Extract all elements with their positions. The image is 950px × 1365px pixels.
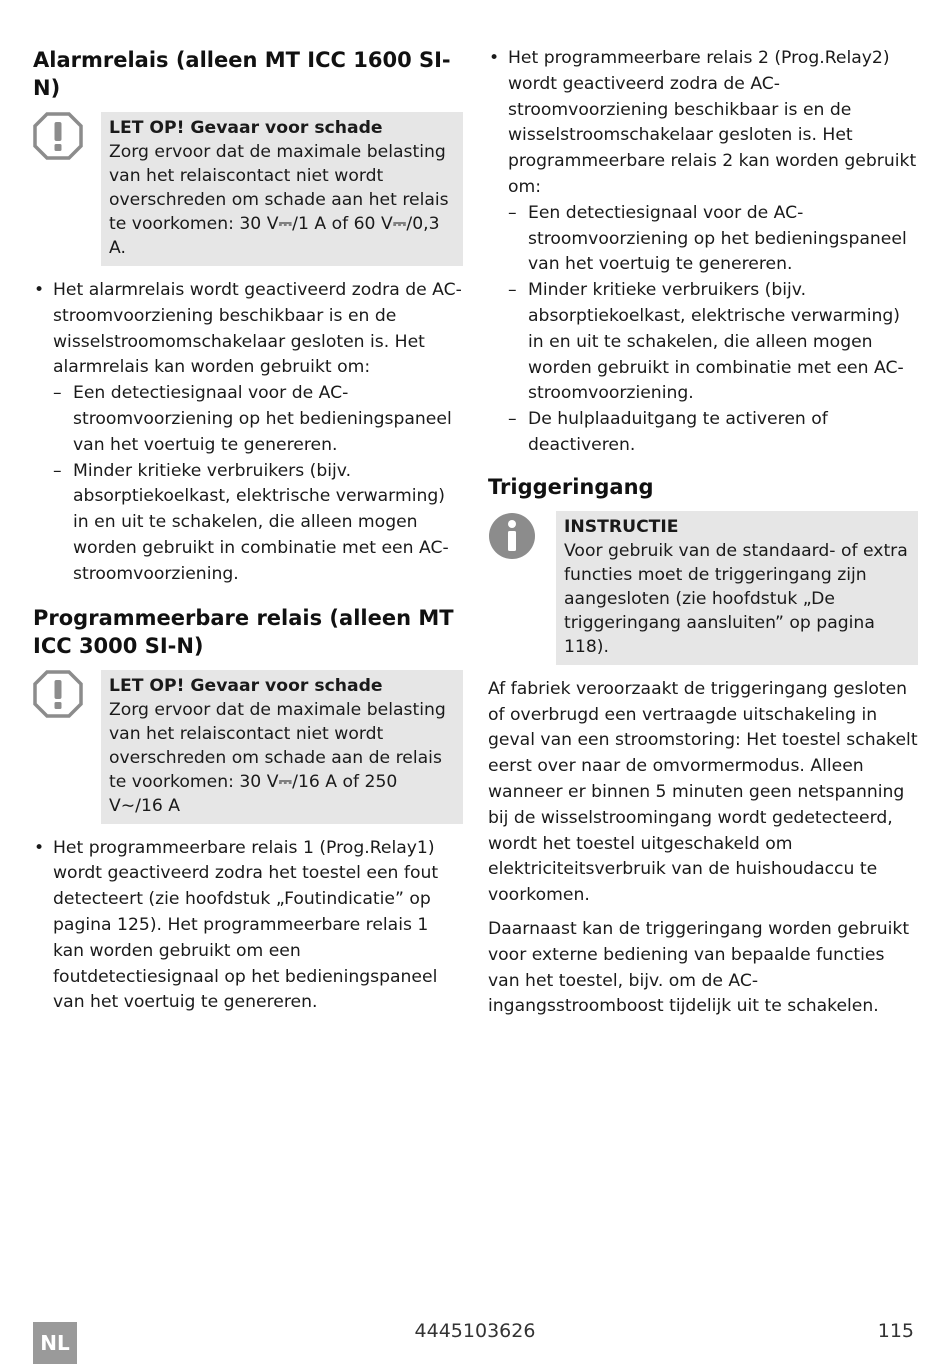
notice-text: Zorg ervoor dat de maximale belasting van het relaiscontact niet wordt overschreden om schade aan de relais te voorkomen: 30 V⎓/16 A of 250 V∼/16 A (109, 699, 446, 816)
bullet-list (33, 278, 463, 588)
section-title-alarm-relay: Alarmrelais (alleen MT ICC 1600 SI-N) (33, 48, 451, 100)
left-column (33, 46, 463, 1026)
paragraph: Daarnaast kan de triggeringang worden gebruikt voor externe bediening van bepaalde functies van het toestel, bijv. om de AC-ingangsstroomboost tijdelijk uit te schakelen. (488, 918, 910, 1017)
notice-box (101, 112, 463, 266)
section-title-programmable-relays: Programmeerbare relais (alleen MT ICC 3000 SI-N) (33, 605, 454, 658)
info-icon (488, 511, 556, 565)
info-notice-trigger-input (488, 511, 918, 665)
right-column (488, 46, 918, 1028)
dash-item: – Minder kritieke verbruikers (bijv. absorptiekoelkast, elektrische verwarming) in en uit te schakelen, die alleen mogen worden gebruikt in combinatie met een AC-stroomvoorziening. (53, 459, 463, 588)
bullet-list (33, 836, 463, 1017)
section-title-trigger-input: Triggeringang (488, 474, 654, 499)
dash-item: – Een detectiesignaal voor de AC-stroomvoorziening op het bedieningspaneel van het voertuig te genereren. (508, 201, 918, 278)
notice-text: Voor gebruik van de standaard- of extra functies moet de triggeringang zijn aangesloten (zie hoofdstuk „De triggeringang aansluiten” op pagina 118). (564, 540, 908, 657)
dash-item: – De hulplaaduitgang te activeren of deactiveren. (508, 407, 918, 459)
warning-notice-programmable-relays (33, 670, 463, 824)
bullet-text: Het alarmrelais wordt geactiveerd zodra de AC-stroomvoorziening beschikbaar is en de wisselstroomomschakelaar gesloten is. Het alarmrelais kan worden gebruikt om: (53, 280, 462, 378)
warning-icon (33, 670, 101, 722)
notice-title: LET OP! Gevaar voor schade (109, 675, 383, 696)
warning-icon (33, 112, 101, 164)
bullet-list (488, 46, 918, 459)
notice-box (101, 670, 463, 824)
paragraph: Af fabriek veroorzaakt de triggeringang gesloten of overbrugd een vertraagde uitschakeling in geval van een stroomstoring: Het toestel schakelt eerst over naar de omvormermodus. Alleen wanneer er binnen 5 minuten geen netspanning bij de wisselstroomingang wordt gedetecteerd, wordt het toestel uitgeschakeld om elektriciteitsverbruik van de huishoudaccu te voorkomen. (488, 678, 918, 906)
notice-title: LET OP! Gevaar voor schade (109, 118, 383, 138)
list-item: • Het programmeerbare relais 1 (Prog.Relay1) wordt geactiveerd zodra het toestel een fout detecteert (zie hoofdstuk „Foutindicatie” op pagina 125). Het programmeerbare relais 1 kan worden gebruikt om een foutdetectiesignaal op het bedieningspaneel van het voertuig te genereren. (33, 836, 463, 1017)
bullet-text: Het programmeerbare relais 2 (Prog.Relay2) wordt geactiveerd zodra de AC-stroomvoorziening beschikbaar is en de wisselstroomschakelaar gesloten is. Het programmeerbare relais 2 kan worden gebruikt om: (508, 48, 917, 197)
list-item (33, 278, 463, 588)
list-item (488, 46, 918, 459)
dash-list (508, 201, 918, 459)
dash-item: – Een detectiesignaal voor de AC-stroomvoorziening op het bedieningspaneel van het voertuig te genereren. (53, 381, 463, 458)
notice-text: Zorg ervoor dat de maximale belasting van het relaiscontact niet wordt overschreden om schade aan het relais te voorkomen: 30 V⎓/1 A of 60 V⎓/0,3 A. (109, 142, 449, 258)
dash-list (53, 381, 463, 587)
language-badge: NL (33, 1322, 77, 1364)
warning-notice-alarm-relay (33, 112, 463, 266)
page-number: 115 (877, 1320, 914, 1342)
document-number: 4445103626 (414, 1320, 536, 1342)
notice-title: INSTRUCTIE (564, 516, 679, 537)
notice-box (556, 511, 918, 665)
dash-item: – Minder kritieke verbruikers (bijv. absorptiekoelkast, elektrische verwarming) in en uit te schakelen, die alleen mogen worden gebruikt in combinatie met een AC-stroomvoorziening. (508, 278, 918, 407)
